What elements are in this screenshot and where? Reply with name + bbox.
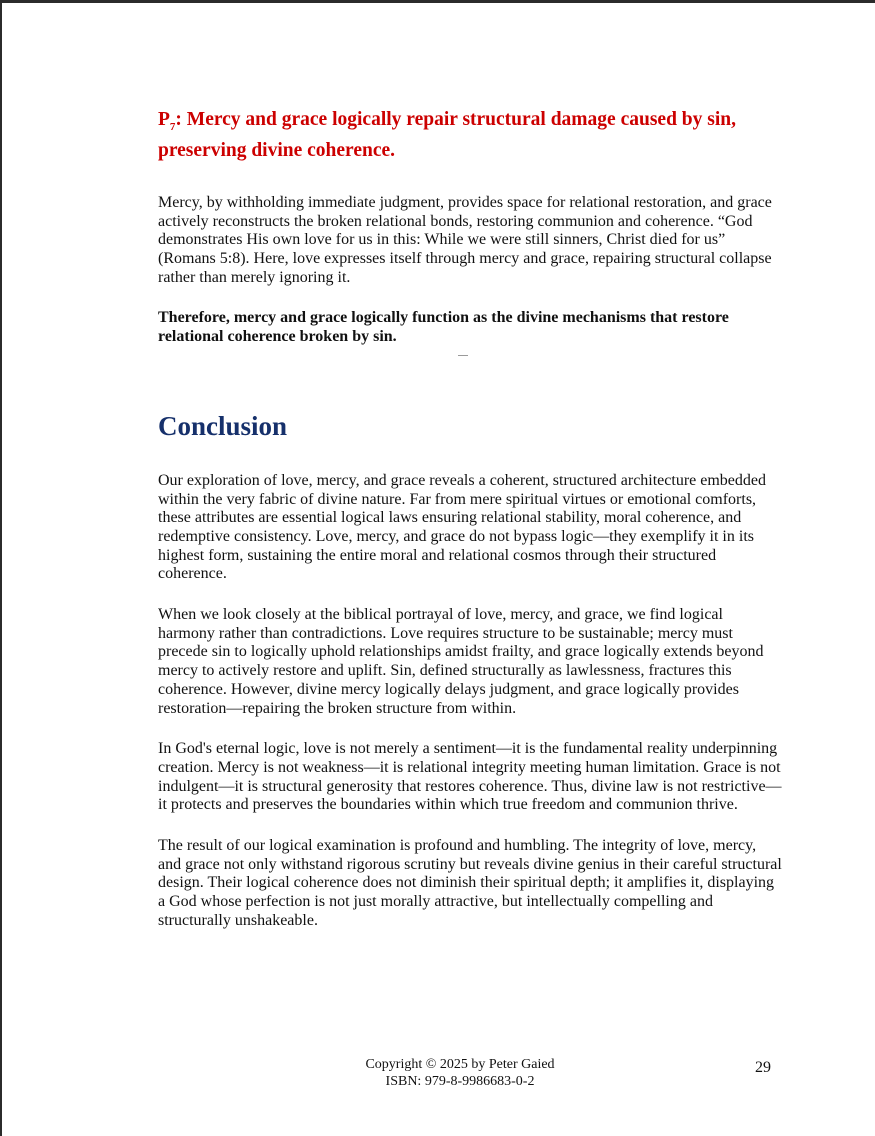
proposition-prefix: P: [158, 109, 170, 130]
document-page: [158, 108, 783, 931]
copyright-block: [310, 1056, 610, 1090]
copyright-line: Copyright © 2025 by Peter Gaied: [365, 1057, 555, 1072]
conclusion-paragraph-3: In God's eternal logic, love is not merely a sentiment—it is the fundamental reality underpinning creation. Mercy is not weakness—it is relational integrity meeting human limitation. Grace is not indulgent—it is structural generosity that restores coherence. Thus, divine law is not restrictive—it protects and preserves the boundaries within which true freedom and communion thrive.: [158, 740, 782, 814]
page-number: 29: [755, 1059, 771, 1076]
isbn-line: ISBN: 979-8-9986683-0-2: [385, 1074, 535, 1089]
conclusion-paragraph-2: When we look closely at the biblical portrayal of love, mercy, and grace, we find logical harmony rather than contradictions. Love requires structure to be sustainable; mercy must precede sin to logically uphold relationships amidst frailty, and grace logically extends beyond mercy to actively restore and uplift. Sin, defined structurally as lawlessness, fractures this coherence. However, divine mercy logically delays judgment, and grace logically provides restoration—repairing the broken structure from within.: [158, 606, 764, 717]
conclusion-paragraph-4: The result of our logical examination is profound and humbling. The integrity of love, mercy, and grace not only withstand rigorous scrutiny but reveals divine genius in their careful structural design. Their logical coherence does not diminish their spiritual depth; it amplifies it, displaying a God whose perfection is not just morally attractive, but intellectually compelling and structurally unshakeable.: [158, 837, 782, 929]
section-separator: [458, 355, 468, 356]
page-footer: [0, 1056, 875, 1096]
page-frame-left-edge: [0, 0, 2, 1136]
section-title: Conclusion: [158, 410, 288, 441]
proposition-text: : Mercy and grace logically repair structural damage caused by sin, preserving divine coherence.: [158, 109, 736, 161]
conclusion-paragraph-1: Our exploration of love, mercy, and grace reveals a coherent, structured architecture embedded within the very fabric of divine nature. Far from mere spiritual virtues or emotional comforts, these attributes are essential logical laws ensuring relational stability, moral coherence, and redemptive consistency. Love, mercy, and grace do not bypass logic—they exemplify it in its highest form, sustaining the entire moral and relational cosmos through their structured coherence.: [158, 471, 767, 583]
proposition-heading: [158, 108, 783, 162]
proposition-number: 7: [169, 120, 176, 133]
body-paragraph-mercy-grace: Mercy, by withholding immediate judgment, provides space for relational restoration, and grace actively reconstructs the broken relational bonds, restoring communion and coherence. “God demonstrates His own love for us in this: While we were still sinners, Christ died for us” (Romans 5:8). Here, love expresses itself through mercy and grace, repairing structural collapse rather than merely ignoring it.: [158, 193, 772, 286]
page-frame-top-edge: [0, 0, 875, 3]
conclusion-statement: Therefore, mercy and grace logically function as the divine mechanisms that restore relational coherence broken by sin.: [158, 309, 729, 346]
